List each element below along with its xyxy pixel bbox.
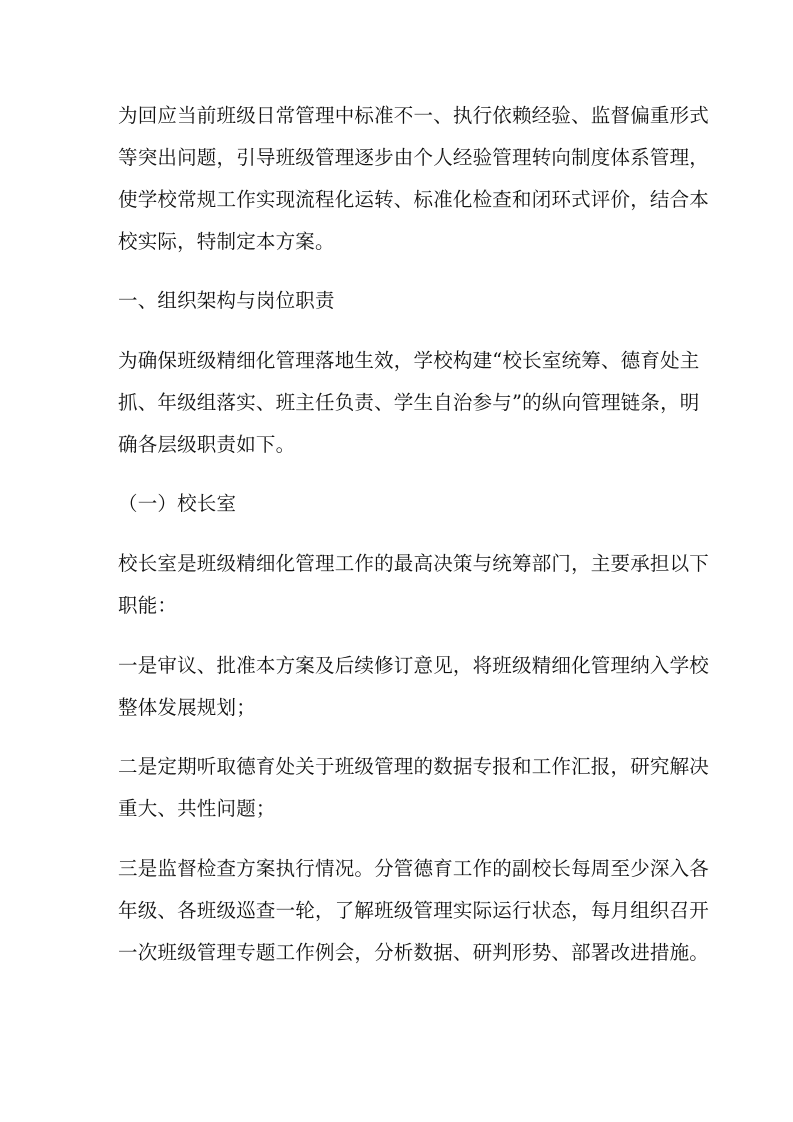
subsection-heading-principal: （一）校长室 bbox=[118, 492, 237, 515]
item-3-line-1: 三是监督检查方案执行情况。分管德育工作的副校长每周至少深入各 bbox=[118, 857, 710, 880]
item-2-line-1: 二是定期听取德育处关于班级管理的数据专报和工作汇报，研究解决 bbox=[118, 755, 710, 778]
item-3-line-2: 年级、各班级巡查一轮，了解班级管理实际运行状态，每月组织召开 bbox=[118, 899, 710, 922]
principal-paragraph-line-1: 校长室是班级精细化管理工作的最高决策与统筹部门，主要承担以下 bbox=[118, 552, 710, 575]
item-1-line-1: 一是审议、批准本方案及后续修订意见，将班级精细化管理纳入学校 bbox=[118, 654, 710, 677]
intro-line-2: 等突出问题，引导班级管理逐步由个人经验管理转向制度体系管理， bbox=[118, 146, 710, 169]
org-paragraph-line-3: 确各层级职责如下。 bbox=[118, 433, 296, 456]
item-2-line-2: 重大、共性问题； bbox=[118, 797, 276, 820]
section-heading-org: 一、组织架构与岗位职责 bbox=[118, 289, 335, 312]
intro-line-3: 使学校常规工作实现流程化运转、标准化检查和闭环式评价，结合本 bbox=[118, 188, 710, 211]
org-paragraph-line-2: 抓、年级组落实、班主任负责、学生自治参与”的纵向管理链条，明 bbox=[118, 391, 700, 414]
org-paragraph-line-1: 为确保班级精细化管理落地生效，学校构建“校长室统筹、德育处主 bbox=[118, 349, 700, 372]
item-1-line-2: 整体发展规划； bbox=[118, 696, 256, 719]
item-3-line-3: 一次班级管理专题工作例会，分析数据、研判形势、部署改进措施。 bbox=[118, 941, 710, 964]
principal-paragraph-line-2: 职能： bbox=[118, 594, 178, 617]
intro-line-4: 校实际，特制定本方案。 bbox=[118, 230, 335, 253]
intro-line-1: 为回应当前班级日常管理中标准不一、执行依赖经验、监督偏重形式 bbox=[118, 104, 710, 127]
